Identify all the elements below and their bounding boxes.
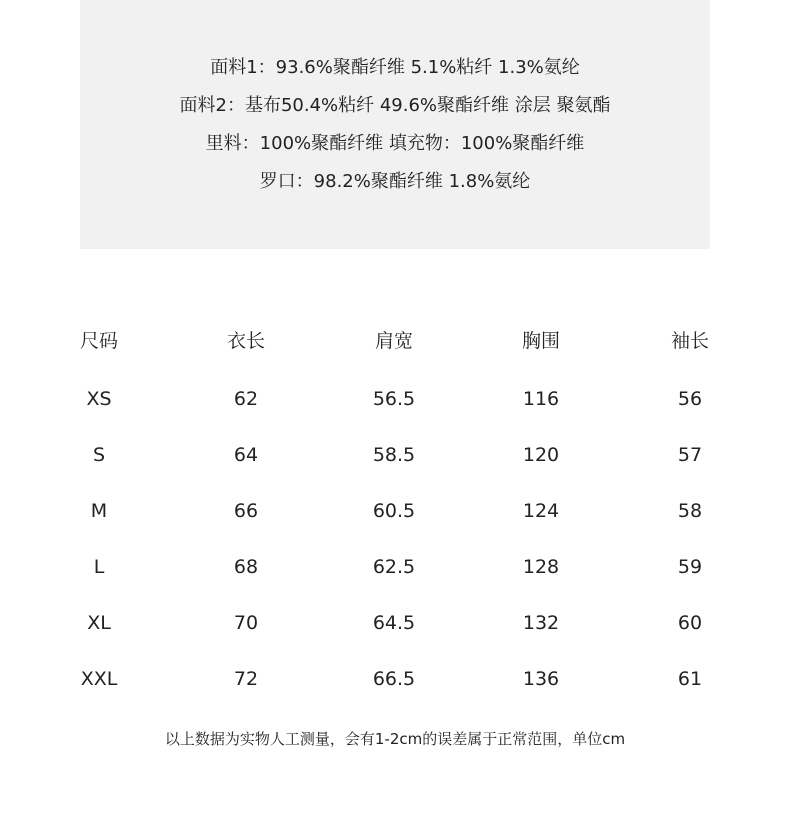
cell-size: S xyxy=(92,444,106,466)
cell-size: XS xyxy=(86,388,112,410)
cell-length: 72 xyxy=(233,668,259,690)
header-shoulder: 肩宽 xyxy=(374,330,413,352)
cell-chest: 132 xyxy=(522,612,560,634)
cell-sleeve: 57 xyxy=(677,444,703,466)
cell-sleeve: 59 xyxy=(677,556,703,578)
cell-length: 66 xyxy=(233,500,259,522)
cell-length: 68 xyxy=(233,556,259,578)
cell-shoulder: 62.5 xyxy=(372,556,416,578)
cell-size: XL xyxy=(87,612,111,634)
measurement-note: 以上数据为实物人工测量，会有1-2cm的误差属于正常范围，单位cm xyxy=(164,730,626,748)
material-line-shell-2: 面料2：基布50.4%粘纤 49.6%聚酯纤维 涂层 聚氨酯 xyxy=(179,95,611,116)
cell-chest: 124 xyxy=(522,500,560,522)
material-line-rib: 罗口：98.2%聚酯纤维 1.8%氨纶 xyxy=(259,171,531,192)
header-size: 尺码 xyxy=(79,330,118,352)
material-line-lining: 里料：100%聚酯纤维 填充物：100%聚酯纤维 xyxy=(205,133,585,154)
cell-size: XXL xyxy=(80,668,118,690)
cell-shoulder: 60.5 xyxy=(372,500,416,522)
cell-shoulder: 66.5 xyxy=(372,668,416,690)
header-length: 衣长 xyxy=(226,330,265,352)
cell-sleeve: 60 xyxy=(677,612,703,634)
cell-chest: 136 xyxy=(522,668,560,690)
cell-chest: 128 xyxy=(522,556,560,578)
header-chest: 胸围 xyxy=(521,330,560,352)
cell-shoulder: 58.5 xyxy=(372,444,416,466)
cell-length: 64 xyxy=(233,444,259,466)
cell-size: M xyxy=(90,500,108,522)
cell-sleeve: 58 xyxy=(677,500,703,522)
cell-length: 62 xyxy=(233,388,259,410)
cell-sleeve: 61 xyxy=(677,668,703,690)
cell-chest: 116 xyxy=(522,388,560,410)
cell-size: L xyxy=(93,556,105,578)
header-sleeve: 袖长 xyxy=(670,330,709,352)
cell-shoulder: 64.5 xyxy=(372,612,416,634)
material-line-shell-1: 面料1：93.6%聚酯纤维 5.1%粘纤 1.3%氨纶 xyxy=(210,57,580,78)
cell-chest: 120 xyxy=(522,444,560,466)
cell-length: 70 xyxy=(233,612,259,634)
cell-shoulder: 56.5 xyxy=(372,388,416,410)
cell-sleeve: 56 xyxy=(677,388,703,410)
